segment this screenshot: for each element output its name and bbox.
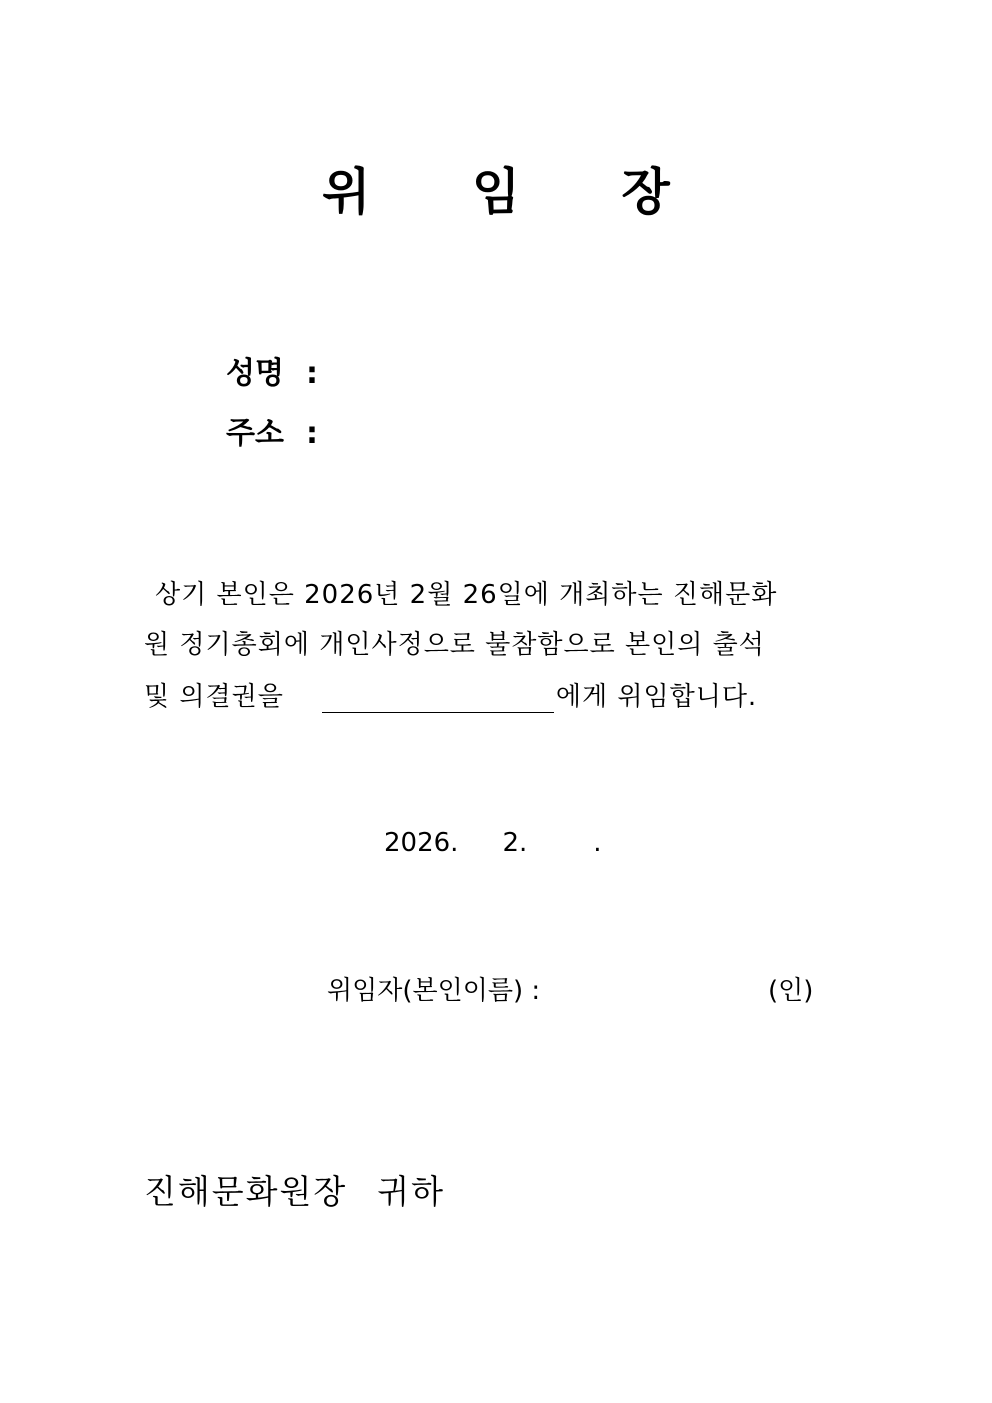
- body-line-1: 상기 본인은 2026년 2월 26일에 개최하는 진해문화: [155, 580, 778, 610]
- date-day: .: [593, 828, 602, 858]
- body-line-3-before: 및 의결권을: [144, 682, 284, 712]
- address-label: 주소: [226, 416, 284, 451]
- seal-mark: (인): [768, 976, 814, 1006]
- name-field: [226, 348, 318, 392]
- name-colon: :: [305, 356, 318, 391]
- name-label: 성명: [226, 356, 284, 391]
- body-line-3: [144, 676, 757, 713]
- date-month: 2.: [502, 828, 528, 858]
- document-title: 위 임 장: [322, 163, 712, 221]
- delegator-label: 위임자(본인이름) :: [327, 976, 541, 1006]
- document-date: [384, 828, 602, 858]
- address-colon: :: [305, 416, 318, 451]
- addressee-honorific: 귀하: [377, 1172, 446, 1211]
- addressee: [144, 1166, 445, 1213]
- addressee-org: 진해문화원장: [144, 1172, 348, 1211]
- proxy-name-blank[interactable]: [322, 684, 554, 713]
- body-line-2: 원 정기총회에 개인사정으로 불참함으로 본인의 출석: [144, 630, 765, 660]
- address-field: [226, 408, 318, 452]
- body-line-3-after: 에게 위임합니다.: [555, 682, 758, 712]
- date-year: 2026.: [384, 828, 459, 858]
